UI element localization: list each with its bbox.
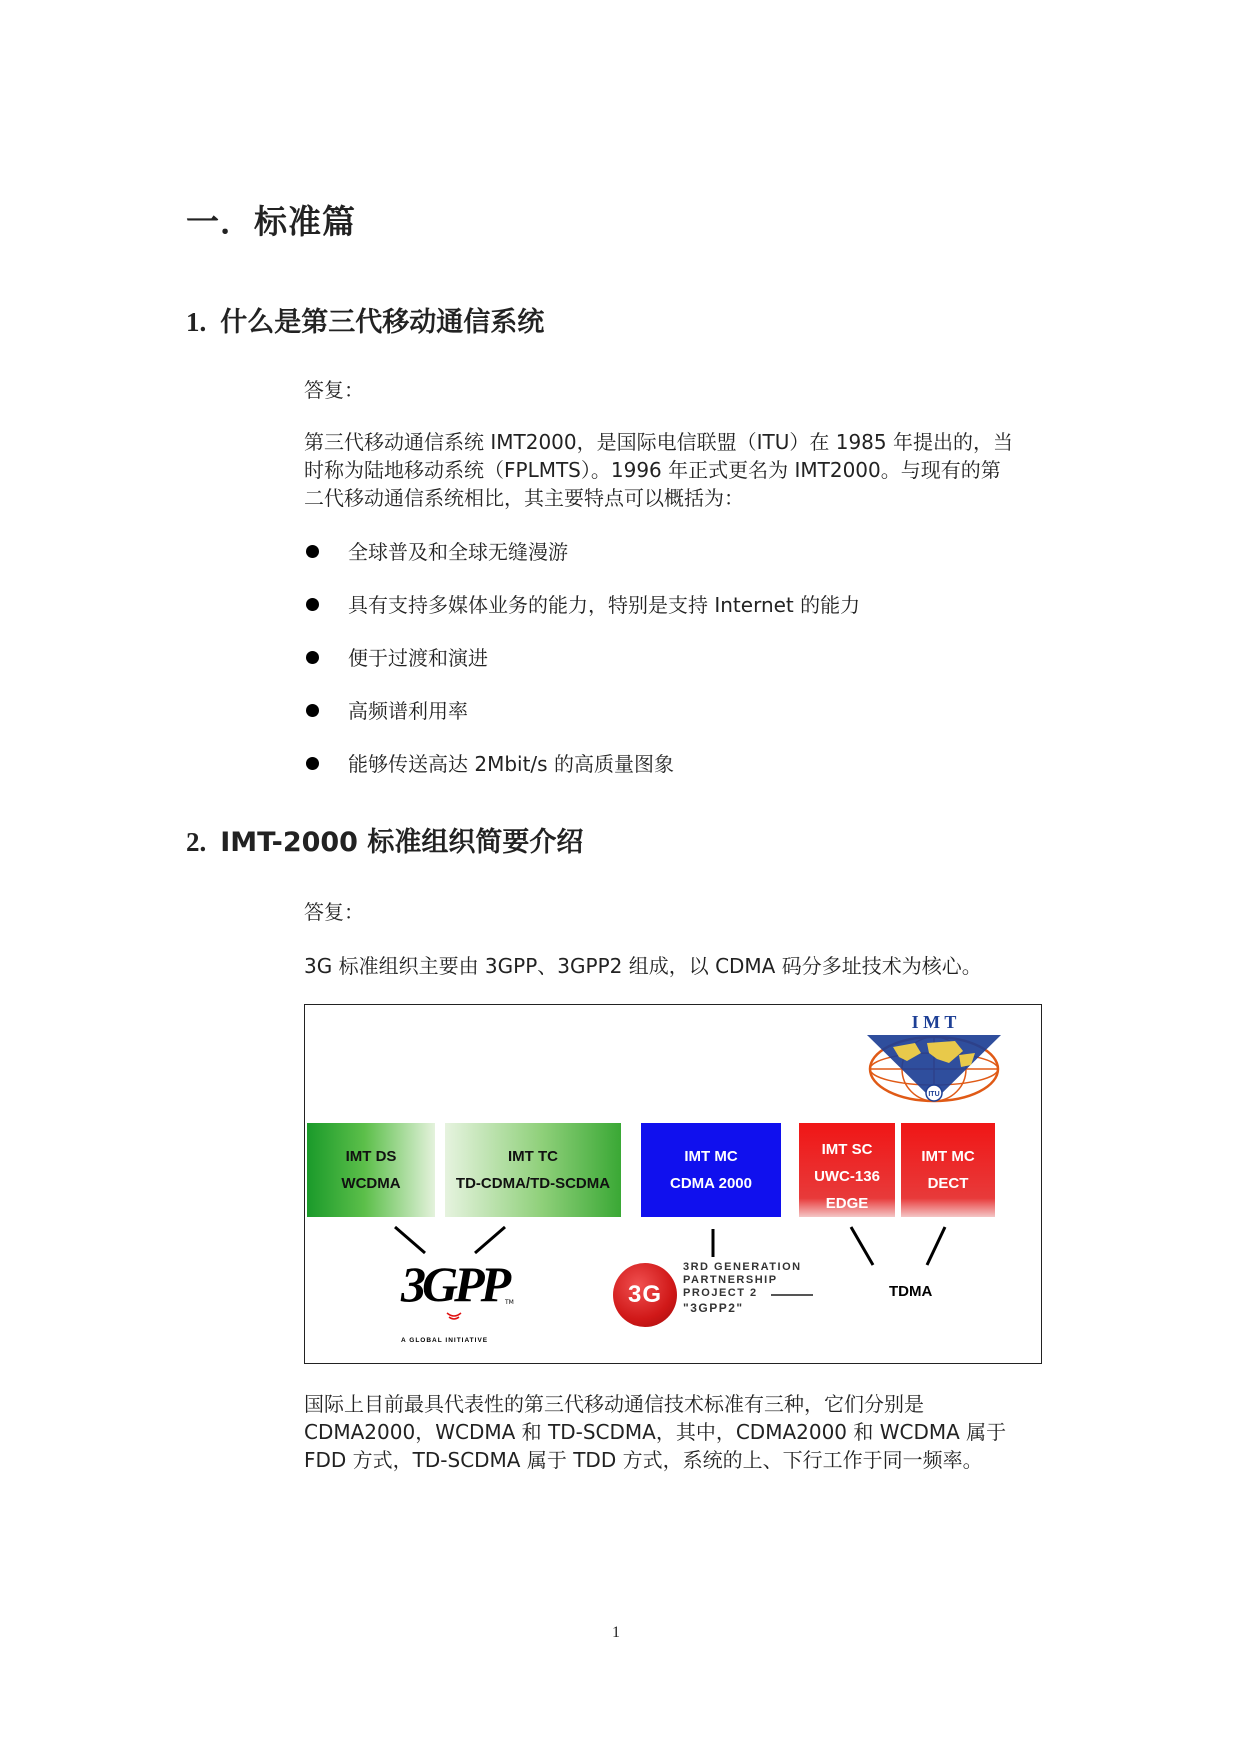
q2-paragraph-line: CDMA2000，WCDMA 和 TD-SCDMA，其中，CDMA2000 和 WCDMA 属于: [304, 1420, 1007, 1444]
standards-figure: [304, 1004, 1042, 1364]
signal-icon: [445, 1311, 463, 1323]
box-line: IMT SC: [821, 1141, 873, 1158]
q2-paragraph-line: 国际上目前最具代表性的第三代移动通信技术标准有三种，它们分别是: [304, 1392, 924, 1416]
logo-3gpp2-line2: PARTNERSHIP: [683, 1274, 778, 1286]
logo-3gpp2-badge: [613, 1263, 677, 1327]
standard-box-imt-ds: [307, 1123, 435, 1217]
logo-3gpp-tm: TM: [505, 1299, 514, 1306]
standard-box-imt-sc: [799, 1123, 895, 1217]
box-line: IMT TC: [508, 1148, 558, 1165]
imt-logo-text: I M T: [911, 1013, 957, 1032]
box-line: CDMA 2000: [670, 1175, 752, 1192]
answer-label-1: 答复：: [304, 378, 364, 402]
bullet-dot: [306, 757, 319, 770]
box-line: IMT MC: [684, 1148, 738, 1165]
bullet-item: 全球普及和全球无缝漫游: [348, 540, 568, 564]
logo-3gpp2-line1: 3RD GENERATION: [683, 1261, 802, 1273]
q2-paragraph-line: FDD 方式，TD-SCDMA 属于 TDD 方式，系统的上、下行工作于同一频率。: [304, 1448, 983, 1472]
q1-paragraph: [304, 428, 1050, 512]
box-line: IMT MC: [921, 1148, 975, 1165]
logo-3gpp-text: 3GPP: [401, 1256, 508, 1312]
box-line: UWC-136: [814, 1168, 880, 1185]
bullet-item: 高频谱利用率: [348, 699, 468, 723]
bullet-item: 便于过渡和演进: [348, 646, 488, 670]
q2-paragraph: [304, 1390, 1050, 1474]
standard-box-imt-tc: [445, 1123, 621, 1217]
imt-itu-logo: [863, 1013, 1005, 1109]
page-number: 1: [612, 1624, 620, 1641]
logo-3gpp-tagline: A GLOBAL INITIATIVE: [401, 1337, 489, 1344]
logo-3gpp: [401, 1255, 521, 1345]
standard-box-imt-mc-dect: [901, 1123, 995, 1217]
bullet-dot: [306, 651, 319, 664]
q1-paragraph-line: 第三代移动通信系统 IMT2000，是国际电信联盟（ITU）在 1985 年提出的，当: [304, 430, 1013, 454]
bullet-dot: [306, 704, 319, 717]
q2-intro: 3G 标准组织主要由 3GPP、3GPP2 组成，以 CDMA 码分多址技术为核心。: [304, 954, 982, 978]
box-line: DECT: [927, 1175, 969, 1192]
logo-3gpp2-rule: [771, 1294, 813, 1296]
q1-paragraph-line: 二代移动通信系统相比，其主要特点可以概括为：: [304, 486, 744, 510]
answer-label-2: 答复：: [304, 900, 364, 924]
question-2-title: IMT-2000 标准组织简要介绍: [220, 827, 584, 858]
question-2-number: 2.: [186, 827, 207, 857]
bullet-item: 具有支持多媒体业务的能力，特别是支持 Internet 的能力: [348, 593, 861, 617]
bullet-dot: [306, 545, 319, 558]
bullet-item: 能够传送高达 2Mbit/s 的高质量图象: [348, 752, 674, 776]
logo-3gpp2-line4: "3GPP2": [683, 1301, 744, 1315]
question-2-heading: [186, 820, 583, 859]
box-line: IMT DS: [345, 1148, 397, 1165]
question-1-number: 1.: [186, 307, 207, 337]
logo-3gpp2-line3: PROJECT 2: [683, 1287, 758, 1299]
box-line: WCDMA: [341, 1175, 401, 1192]
question-1-heading: [186, 300, 544, 339]
section-title: 一．标准篇: [186, 202, 356, 241]
logo-3gpp2-badge-text: 3G: [627, 1281, 662, 1308]
itu-text: ITU: [928, 1091, 940, 1098]
standard-box-imt-mc-cdma: [641, 1123, 781, 1217]
question-1-title: 什么是第三代移动通信系统: [220, 307, 545, 338]
tdma-label: TDMA: [889, 1283, 933, 1300]
q1-paragraph-line: 时称为陆地移动系统（FPLMTS）。1996 年正式更名为 IMT2000。与现有的第: [304, 458, 1001, 482]
box-line: TD-CDMA/TD-SCDMA: [455, 1175, 611, 1192]
logo-3gpp2: [613, 1257, 823, 1329]
box-line: EDGE: [825, 1195, 869, 1212]
bullet-dot: [306, 598, 319, 611]
